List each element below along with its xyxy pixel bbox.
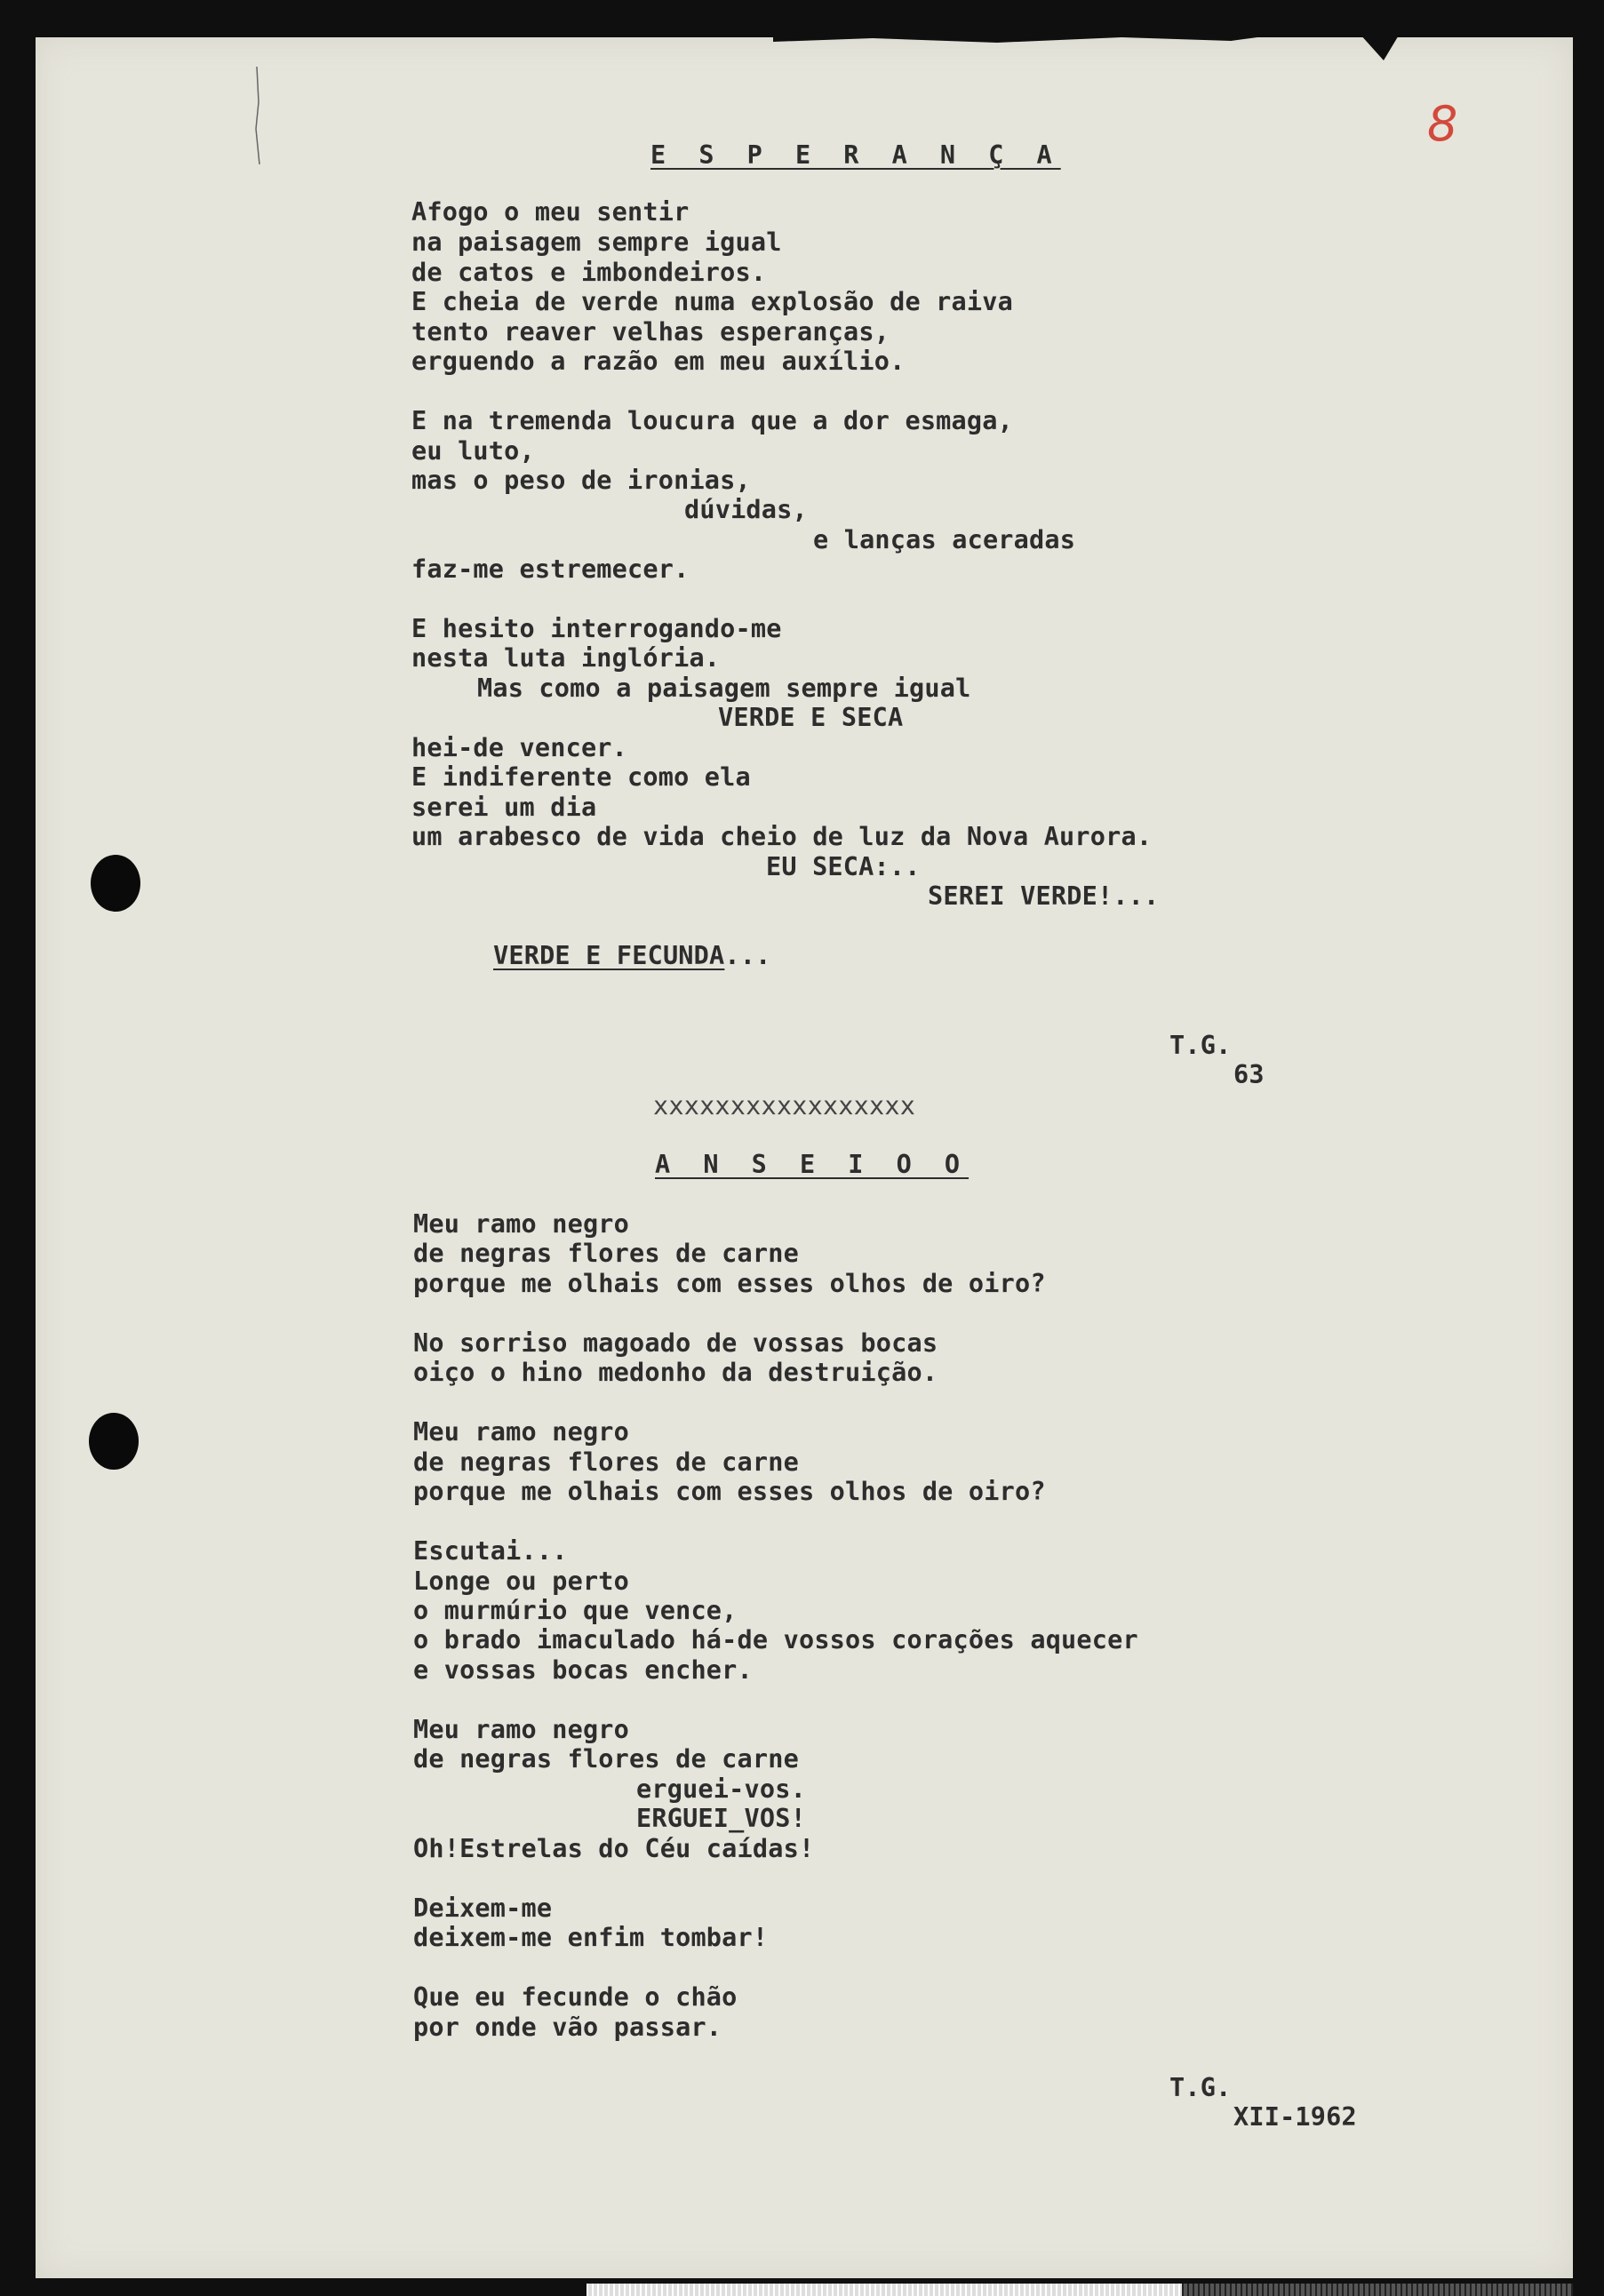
poem-title: E S P E R A N Ç A	[650, 140, 1061, 170]
date: XII-1962	[1233, 2102, 1357, 2132]
verse-line: tento reaver velhas esperanças,	[411, 317, 890, 347]
verse-line: Deixem-me	[413, 1893, 553, 1923]
poem-title: A N S E I O O	[655, 1150, 970, 1179]
verse-line: EU SECA:..	[766, 852, 921, 881]
verse-line: de negras flores de carne	[413, 1744, 799, 1774]
verse-line: e lanças aceradas	[813, 525, 1076, 554]
verse-line: o brado imaculado há-de vossos corações aquecer	[413, 1625, 1138, 1654]
verse-line: na paisagem sempre igual	[411, 227, 782, 257]
verse-line: e vossas bocas encher.	[413, 1655, 753, 1685]
verse-line: Mas como a paisagem sempre igual	[477, 674, 971, 703]
verse-line: E cheia de verde numa explosão de raiva	[411, 287, 1013, 316]
verse-line: Meu ramo negro	[413, 1417, 630, 1447]
verse-line: porque me olhais com esses olhos de oiro?	[413, 1477, 1046, 1506]
verse-line: de catos e imbondeiros.	[411, 258, 767, 287]
pencil-mark	[253, 67, 262, 164]
closing-underlined: VERDE E FECUNDA	[493, 941, 725, 970]
verse-line: porque me olhais com esses olhos de oiro?	[413, 1269, 1046, 1298]
punch-hole-top	[91, 855, 140, 912]
separator: xxxxxxxxxxxxxxxxx	[653, 1091, 916, 1120]
verse-line: Escutai...	[413, 1536, 568, 1566]
verse-line: Longe ou perto	[413, 1567, 630, 1596]
page-number: 8	[1427, 96, 1458, 152]
verse-line: de negras flores de carne	[413, 1239, 799, 1268]
verse-line: um arabesco de vida cheio de luz da Nova Aurora.	[411, 822, 1153, 851]
verse-line: de negras flores de carne	[413, 1447, 799, 1477]
verse-line: E na tremenda loucura que a dor esmaga,	[411, 406, 1013, 435]
signature: T.G.	[1169, 2073, 1232, 2102]
verse-line: Que eu fecunde o chão	[413, 1982, 738, 2012]
closing-dots: ...	[724, 941, 771, 970]
verse-line: E indiferente como ela	[411, 762, 751, 792]
signature: T.G.	[1169, 1031, 1232, 1060]
verse-line: ERGUEI_VOS!	[636, 1804, 806, 1833]
closing-line	[493, 941, 770, 971]
verse-line: o murmúrio que vence,	[413, 1596, 738, 1625]
verse-line: oiço o hino medonho da destruição.	[413, 1358, 938, 1387]
verse-line: Meu ramo negro	[413, 1715, 630, 1744]
date: 63	[1233, 1060, 1265, 1089]
verse-line: Meu ramo negro	[413, 1209, 630, 1239]
verse-line: por onde vão passar.	[413, 2013, 722, 2042]
verse-line: dúvidas,	[684, 495, 808, 524]
verse-line: Oh!Estrelas do Céu caídas!	[413, 1834, 815, 1863]
verse-line: deixem-me enfim tombar!	[413, 1923, 769, 1952]
verse-line: faz-me estremecer.	[411, 554, 690, 584]
verse-line: hei-de vencer.	[411, 733, 628, 762]
verse-line: Afogo o meu sentir	[411, 197, 690, 227]
verse-line: erguendo a razão em meu auxílio.	[411, 347, 906, 376]
verse-line: nesta luta inglória.	[411, 643, 721, 673]
verse-line: No sorriso magoado de vossas bocas	[413, 1328, 938, 1358]
verse-line: serei um dia	[411, 793, 597, 822]
verse-line: E hesito interrogando-me	[411, 614, 782, 643]
scale-ruler-dark	[1182, 2284, 1573, 2296]
punch-hole-bottom	[89, 1413, 139, 1470]
verse-line: mas o peso de ironias,	[411, 466, 751, 495]
verse-line: SEREI VERDE!...	[928, 881, 1160, 911]
verse-line: erguei-vos.	[636, 1774, 806, 1804]
verse-line: VERDE E SECA	[718, 703, 904, 732]
verse-line: eu luto,	[411, 436, 535, 466]
